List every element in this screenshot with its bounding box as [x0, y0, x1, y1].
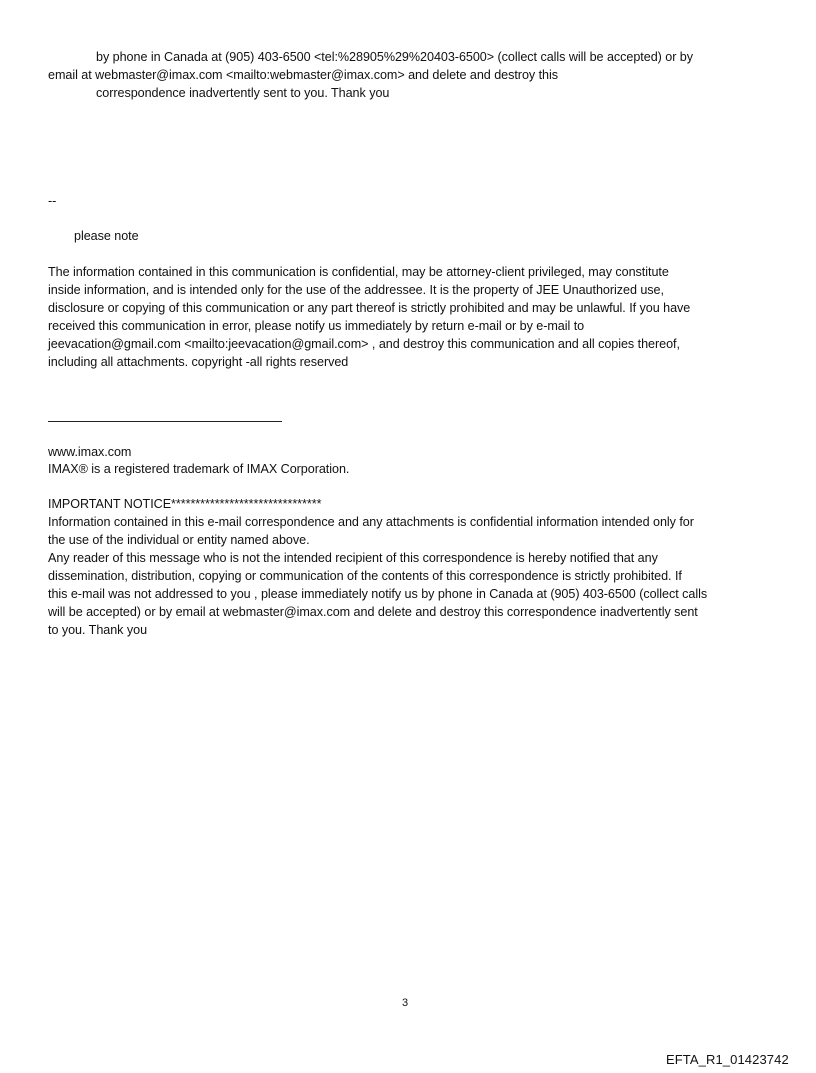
- imax-website: www.imax.com: [48, 445, 132, 459]
- page-number: 3: [402, 997, 409, 1009]
- notice-line-3: Any reader of this message who is not the intended recipient of this correspondence is hereby notified that any: [48, 551, 658, 565]
- notice-line-4: dissemination, distribution, copying or communication of the contents of this correspondence is strictly prohibited. If: [48, 569, 682, 583]
- notice-line-7: to you. Thank you: [48, 623, 148, 637]
- confidential-line-1: The information contained in this communication is confidential, may be attorney-client privileged, may constitute: [48, 265, 669, 279]
- horizontal-divider: [48, 421, 282, 422]
- bates-number: EFTA_R1_01423742: [666, 1052, 789, 1067]
- notice-line-6: will be accepted) or by email at webmaster@imax.com and delete and destroy this correspondence inadvertently sent: [48, 605, 698, 619]
- signature-separator: --: [48, 194, 57, 208]
- notice-line-5: this e-mail was not addressed to you , please immediately notify us by phone in Canada at (905) 403-6500 (collect calls: [48, 587, 708, 601]
- top-block-line-1: by phone in Canada at (905) 403-6500 <tel:%28905%29%20403-6500> (collect calls will be accepted) or by: [96, 50, 693, 64]
- confidential-line-3: disclosure or copying of this communication or any part thereof is strictly prohibited and may be unlawful. If you have: [48, 301, 691, 315]
- confidential-line-6: including all attachments. copyright -all rights reserved: [48, 355, 349, 369]
- top-block-line-3: correspondence inadvertently sent to you. Thank you: [96, 86, 390, 100]
- notice-line-1: Information contained in this e-mail correspondence and any attachments is confidential information intended only for: [48, 515, 694, 529]
- imax-trademark: IMAX® is a registered trademark of IMAX Corporation.: [48, 462, 350, 476]
- confidential-line-4: received this communication in error, please notify us immediately by return e-mail or by e-mail to: [48, 319, 585, 333]
- top-block-line-2: email at webmaster@imax.com <mailto:webmaster@imax.com> and delete and destroy this: [48, 68, 558, 82]
- notice-line-2: the use of the individual or entity named above.: [48, 533, 310, 547]
- confidential-line-5: jeevacation@gmail.com <mailto:jeevacation@gmail.com> , and destroy this communication and all copies thereof,: [48, 337, 680, 351]
- notice-heading: IMPORTANT NOTICE*******************************: [48, 497, 322, 511]
- please-note-label: please note: [74, 229, 139, 243]
- confidential-line-2: inside information, and is intended only for the use of the addressee. It is the property of JEE Unauthorized use,: [48, 283, 664, 297]
